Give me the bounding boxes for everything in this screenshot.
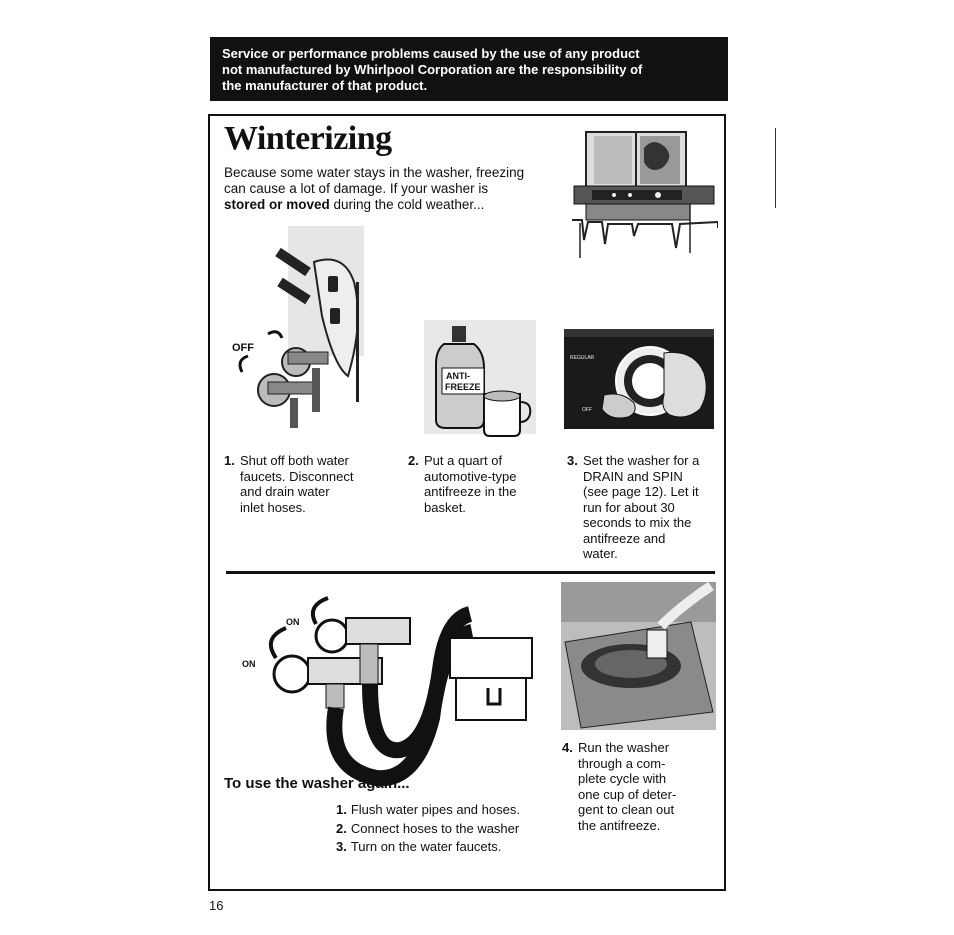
reuse-item (336, 820, 520, 839)
step-line: Run the washer (578, 740, 670, 755)
step-line: Set the washer for a (583, 453, 700, 468)
intro-paragraph (224, 165, 569, 213)
dial-regular-label: REGULAR (570, 355, 595, 361)
reuse-number: 3. (336, 839, 347, 854)
step-line: seconds to mix the (583, 515, 692, 530)
reuse-list (336, 801, 520, 857)
reuse-item (336, 838, 520, 857)
off-label: OFF (232, 342, 254, 354)
intro-line-2: can cause a lot of damage. If your washer is (224, 181, 489, 196)
banner-line: Service or performance problems caused by the use of any product (222, 46, 640, 61)
step-number: 3. (567, 453, 578, 468)
step-number: 2. (408, 453, 419, 468)
dial-off-label: OFF (582, 407, 592, 413)
step-text (408, 453, 558, 515)
detergent-illustration (561, 582, 716, 730)
reuse-number: 2. (336, 820, 347, 836)
intro-line-3 (224, 197, 569, 213)
step-3 (567, 453, 717, 562)
step-line: one cup of deter- (578, 786, 677, 802)
step-line: the antifreeze. (578, 817, 661, 833)
step-line: through a com- (578, 755, 666, 771)
step-4 (562, 740, 712, 833)
step-1 (224, 453, 384, 515)
reuse-text: Turn on the water faucets. (350, 839, 502, 854)
step-line: antifreeze and (583, 530, 666, 546)
faucets-on-illustration (236, 588, 542, 788)
warning-banner (210, 37, 728, 101)
step-line: inlet hoses. (240, 499, 306, 515)
faucets-off-illustration (228, 222, 368, 432)
banner-line: the manufacturer of that product. (222, 78, 428, 93)
on-label-2: ON (242, 659, 256, 669)
step-line: plete cycle with (578, 771, 667, 786)
antifreeze-label-2: FREEZE (445, 382, 481, 392)
reuse-text: Connect hoses to the washer (350, 820, 520, 836)
step-line: basket. (424, 499, 466, 515)
step-line: Shut off both water (240, 453, 349, 468)
antifreeze-label-1: ANTI- (446, 371, 470, 381)
step-number: 4. (562, 740, 573, 755)
step-2 (408, 453, 558, 515)
step-line: DRAIN and SPIN (583, 468, 683, 484)
step-line: automotive-type (424, 468, 517, 484)
banner-line: not manufactured by Whirlpool Corporation are the responsibility of (222, 62, 643, 77)
intro-rest: during the cold weather... (329, 197, 485, 212)
step-text (224, 453, 384, 515)
winter-window-illustration (572, 128, 718, 258)
page-title: Winterizing (224, 120, 392, 157)
step-number: 1. (224, 453, 235, 468)
antifreeze-illustration (420, 312, 540, 438)
reuse-heading: To use the washer again... (224, 775, 410, 792)
intro-line-1: Because some water stays in the washer, freezing (224, 165, 525, 180)
reuse-number: 1. (336, 802, 347, 817)
step-line: (see page 12). Let it (583, 484, 699, 499)
dial-illustration (564, 329, 714, 429)
reuse-text: Flush water pipes and hoses. (350, 802, 520, 817)
step-line: and drain water (240, 484, 330, 499)
step-line: antifreeze in the (424, 484, 517, 499)
step-text (562, 740, 712, 833)
step-line: gent to clean out (578, 802, 675, 817)
step-line: faucets. Disconnect (240, 468, 354, 484)
step-line: water. (583, 546, 618, 561)
step-line: run for about 30 (583, 499, 675, 515)
step-line: Put a quart of (424, 453, 503, 468)
page-number: 16 (209, 898, 224, 913)
intro-bold: stored or moved (224, 197, 330, 212)
margin-mark (775, 128, 776, 208)
section-divider (226, 571, 715, 574)
step-text (567, 453, 717, 562)
on-label-1: ON (286, 617, 300, 627)
reuse-item (336, 801, 520, 820)
